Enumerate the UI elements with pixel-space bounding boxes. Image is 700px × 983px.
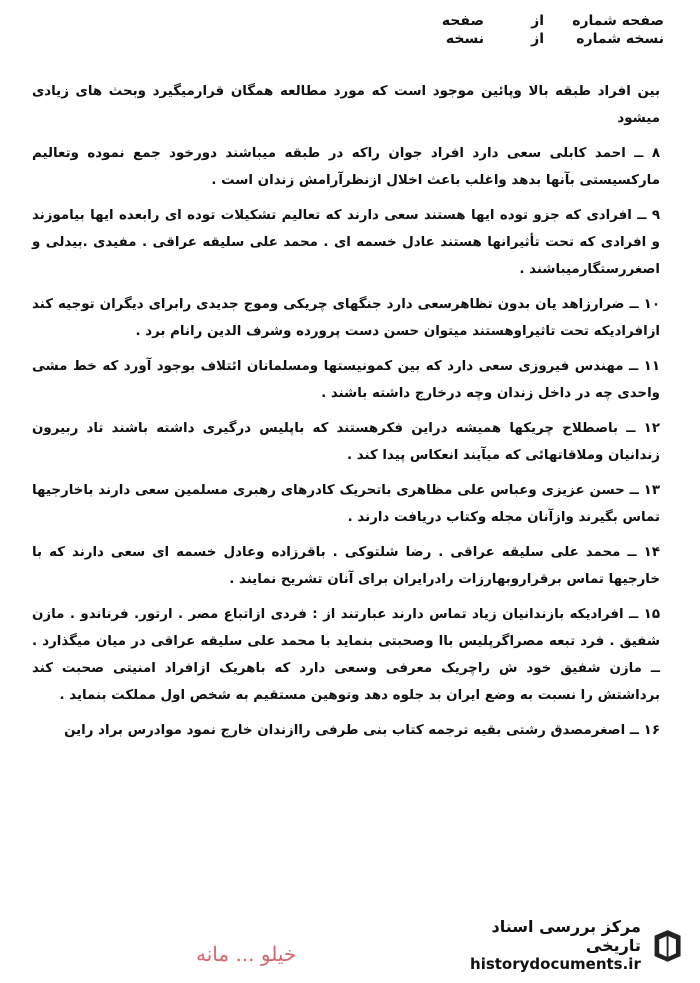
logo-url: historydocuments.ir	[470, 955, 641, 973]
copy-label: نسخه شماره	[576, 31, 664, 47]
copy-total: نسخه	[445, 31, 484, 47]
handwritten-stamp: خیلو ... مانه	[196, 942, 297, 966]
paragraph: ۱۴ ــ محمد علی سلیقه عراقی . رضا شلتوکی . باقرزاده وعادل خسمه ای سعی دارند که با خارجیها تماس برقراروبهارزات رادرایران برای آنان تشریح نمایند .	[32, 545, 660, 587]
paragraph: ۱۱ ــ مهندس فیروزی سعی دارد که بین کمونیستها ومسلمانان ائتلاف بوجود آورد که خط مشی واحدی چه در داخل زندان وچه درخارج داشته باشند .	[32, 359, 660, 401]
paragraph: بین افراد طبقه بالا وپائین موجود است که مورد مطالعه همگان قرارمیگیرد وبحث های زیادی میشود	[32, 84, 660, 126]
watermark-logo	[446, 917, 686, 973]
paragraph: ۱۵ ــ افرادیکه بازندانیان زیاد تماس دارند عبارتند از : فردی ازاتباع مصر . ارتور. فرناندو . مازن شفیق . فرد تبعه مصراگرپلیس باا وصحبتی بنماید با محمد علی سلیقه عراقی در میان میگذارد . ــ مازن شفیق خود ش راچریک معرفی وسعی دارد که باهریک ازافراد امنیتی صحبت کند برداشتش را نسبت به وضع ایران بد جلوه دهد وتوهین مستقیم به شخص اول مملکت بنماید .	[32, 607, 660, 703]
document-header	[404, 12, 664, 48]
book-icon	[649, 925, 686, 965]
paragraph: ۸ ــ احمد کابلی سعی دارد افراد جوان راکه در طبقه میباشند دورخود جمع نموده وتعالیم مارکسیستی بآنها بدهد واغلب باعث اخلال ازنظرآرامش زندان است .	[32, 146, 660, 188]
document-body	[32, 78, 660, 752]
paragraph: ۱۰ ــ ضرارزاهد یان بدون تظاهرسعی دارد جنگهای چریکی وموج جدیدی رابرای دیگران توجیه کند ازافرادیکه تحت تاثیراوهستند میتوان حسن دست پرورده وشرف الدین رانام برد .	[32, 297, 660, 339]
logo-text	[446, 917, 641, 973]
page-total: صفحه	[441, 13, 484, 29]
page-of: از	[531, 13, 544, 29]
paragraph: ۱۶ ــ اصغرمصدق رشتی بقیه ترجمه کتاب بنی طرفی راازندان خارج نمود موادرس براد راین	[64, 723, 660, 738]
paragraph: ۹ ــ افرادی که جزو توده ایها هستند سعی دارند که تعالیم تشکیلات توده ای رابعده ایها بیاموزند و افرادی که تحت تأثیرانها هستند عادل خسمه ای . محمد علی سلیقه عراقی . مفیدی .بیدلی و اصغررستگارمیباشند .	[32, 208, 660, 277]
paragraph: ۱۲ ــ باصطلاح چریکها همیشه دراین فکرهستند که باپلیس درگیری داشته باشند تاد ربیرون زندانیان وملاقاتهائی که میآیند انعکاس پیدا کند .	[32, 421, 660, 463]
page-number-row	[404, 12, 664, 30]
page-label: صفحه شماره	[572, 13, 664, 29]
copy-of: از	[531, 31, 544, 47]
copy-number-row	[404, 30, 664, 48]
paragraph: ۱۳ ــ حسن عزیزی وعباس علی مظاهری باتحریک کادرهای رهبری مسلمین سعی دارند باخارجیها تماس بگیرند وازآنان مجله وکتاب دریافت دارند .	[32, 483, 660, 525]
logo-title-fa: مرکز بررسی اسناد تاریخی	[491, 917, 641, 955]
